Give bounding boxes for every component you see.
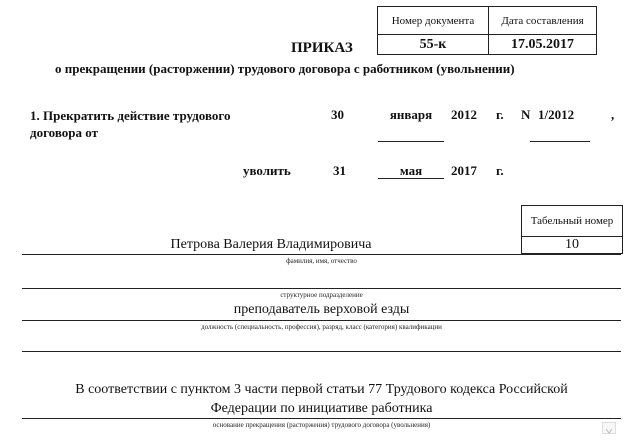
dismiss-month: мая [399,163,423,178]
dismiss-label: уволить [243,163,291,178]
contract-year: 2012 [451,107,477,122]
employee-position: преподаватель верховой езды [233,302,410,317]
employee-name-caption: фамилия, имя, отчество [286,257,357,265]
department-caption: структурное подразделение [280,291,363,299]
clause-line-1: 1. Прекратить действие трудового [30,108,231,123]
dropdown-arrow-button[interactable] [602,422,616,434]
dismiss-year: 2017 [451,163,477,178]
department-line [22,288,621,289]
tabel-number-table [521,205,623,254]
contract-year-suffix: г. [496,107,504,122]
contract-month: января [389,107,433,122]
number-sign: N [521,107,531,122]
reason-line-2: Федерации по инициативе работника [210,401,433,416]
extra-line [22,351,621,352]
contract-number-underline [530,141,590,142]
tabel-number-label: Табельный номер [522,206,623,237]
reason-line [22,418,621,419]
dismiss-year-suffix: г. [496,163,504,178]
chevron-down-icon [603,426,615,436]
dismiss-day: 31 [333,163,346,178]
contract-day: 30 [331,107,344,122]
document-info-table [377,6,597,55]
contract-month-underline [378,141,444,142]
position-caption: должность (специальность, профессия), разряд, класс (категория) квалификации [201,323,442,331]
clause-line-2: договора от [30,125,98,140]
employee-name: Петрова Валерия Владимировича [170,237,372,252]
doc-date-label: Дата составления [489,7,597,35]
order-title: ПРИКАЗ [291,40,353,56]
doc-number: 55-к [378,35,489,55]
dismiss-month-underline [378,178,444,179]
reason-caption: основание прекращения (расторжения) трудового договора (увольнения) [212,421,431,429]
doc-date: 17.05.2017 [489,35,597,55]
employee-name-line [22,254,621,255]
contract-number: 1/2012 [538,107,575,122]
clause-comma: , [611,107,615,122]
tabel-number: 10 [522,237,623,254]
position-line [22,320,621,321]
order-subtitle: о прекращении (расторжении) трудового договора с работником (увольнении) [55,61,515,76]
doc-number-label: Номер документа [378,7,489,35]
reason-line-1: В соответствии с пунктом 3 части первой статьи 77 Трудового кодекса Российской [75,382,568,397]
